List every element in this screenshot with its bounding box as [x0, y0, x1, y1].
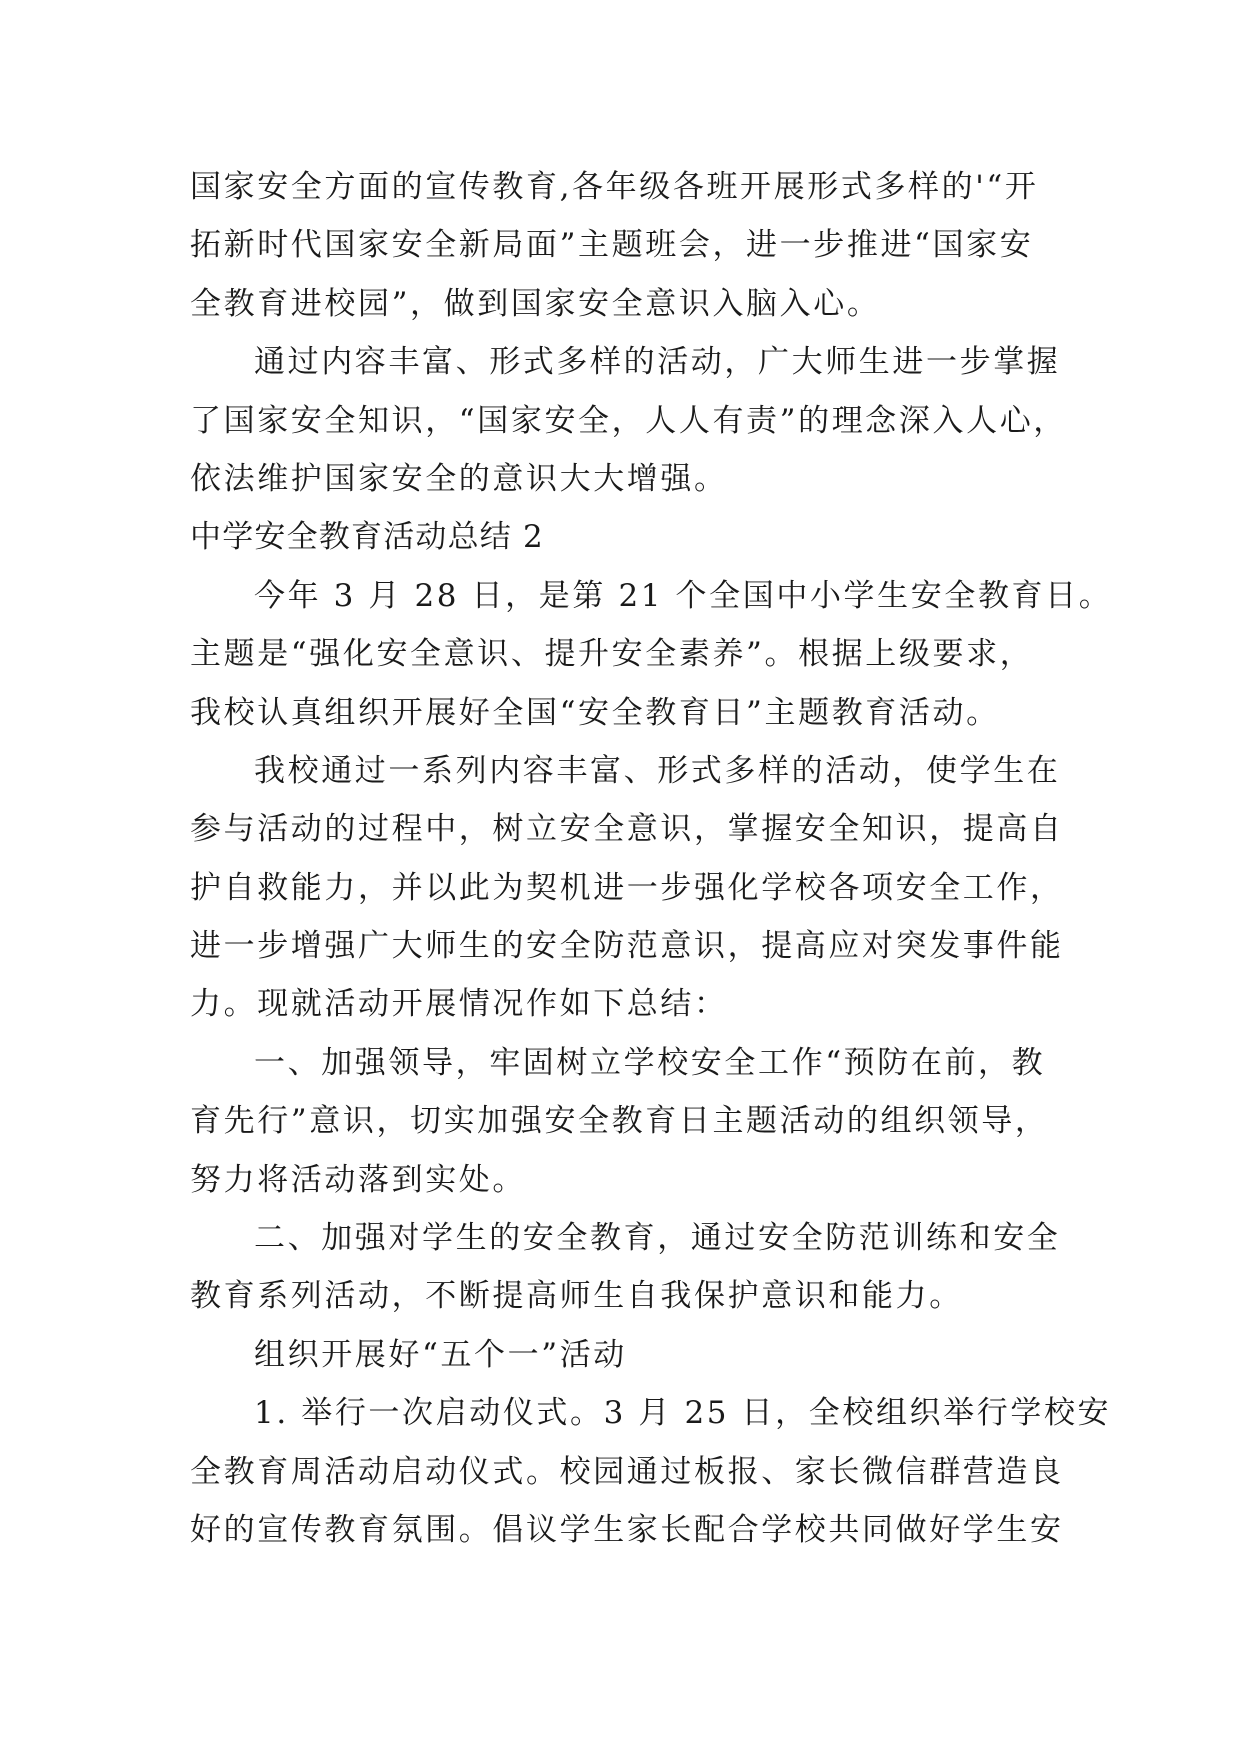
text-line: 育先行”意识，切实加强安全教育日主题活动的组织领导， [190, 1103, 1049, 1140]
text-line: 二、加强对学生的安全教育，通过安全防范训练和安全 [254, 1220, 1061, 1257]
text-line: 好的宣传教育氛围。倡议学生家长配合学校共同做好学生安 [190, 1511, 1064, 1548]
text-line: 力。现就活动开展情况作如下总结： [190, 986, 728, 1023]
text-line: 进一步增强广大师生的安全防范意识，提高应对突发事件能 [190, 928, 1064, 965]
text-line: 全教育周活动启动仪式。校园通过板报、家长微信群营造良 [190, 1453, 1064, 1490]
text-line: 通过内容丰富、形式多样的活动，广大师生进一步掌握 [254, 344, 1061, 381]
text-line: 我校认真组织开展好全国“安全教育日”主题教育活动。 [190, 694, 1000, 731]
text-line: 了国家安全知识，“国家安全，人人有责”的理念深入人心， [190, 402, 1067, 439]
text-line: 教育系列活动，不断提高师生自我保护意识和能力。 [190, 1278, 963, 1315]
text-line: 主题是“强化安全意识、提升安全素养”。根据上级要求， [190, 636, 1034, 673]
text-line: 护自救能力，并以此为契机进一步强化学校各项安全工作， [190, 869, 1064, 906]
text-line: 全教育进校园”，做到国家安全意识入脑入心。 [190, 285, 881, 322]
text-line: 依法维护国家安全的意识大大增强。 [190, 460, 728, 497]
text-line: 努力将活动落到实处。 [190, 1161, 526, 1198]
document-page [190, 158, 1113, 1559]
text-line: 国家安全方面的宣传教育,各年级各班开展形式多样的'“开 [190, 169, 1039, 205]
text-line: 参与活动的过程中，树立安全意识，掌握安全知识，提高自 [190, 811, 1064, 848]
text-line: 组织开展好“五个一”活动 [254, 1336, 627, 1373]
text-line: 今年 3 月 28 日，是第 21 个全国中小学生安全教育日。 [254, 577, 1113, 614]
section-title: 中学安全教育活动总结 2 [190, 519, 544, 556]
text-line: 我校通过一系列内容丰富、形式多样的活动，使学生在 [254, 752, 1061, 789]
text-line: 1. 举行一次启动仪式。3 月 25 日，全校组织举行学校安 [254, 1395, 1112, 1432]
text-line: 一、加强领导，牢固树立学校安全工作“预防在前，教 [254, 1044, 1046, 1081]
text-line: 拓新时代国家安全新局面”主题班会，进一步推进“国家安 [190, 227, 1034, 264]
